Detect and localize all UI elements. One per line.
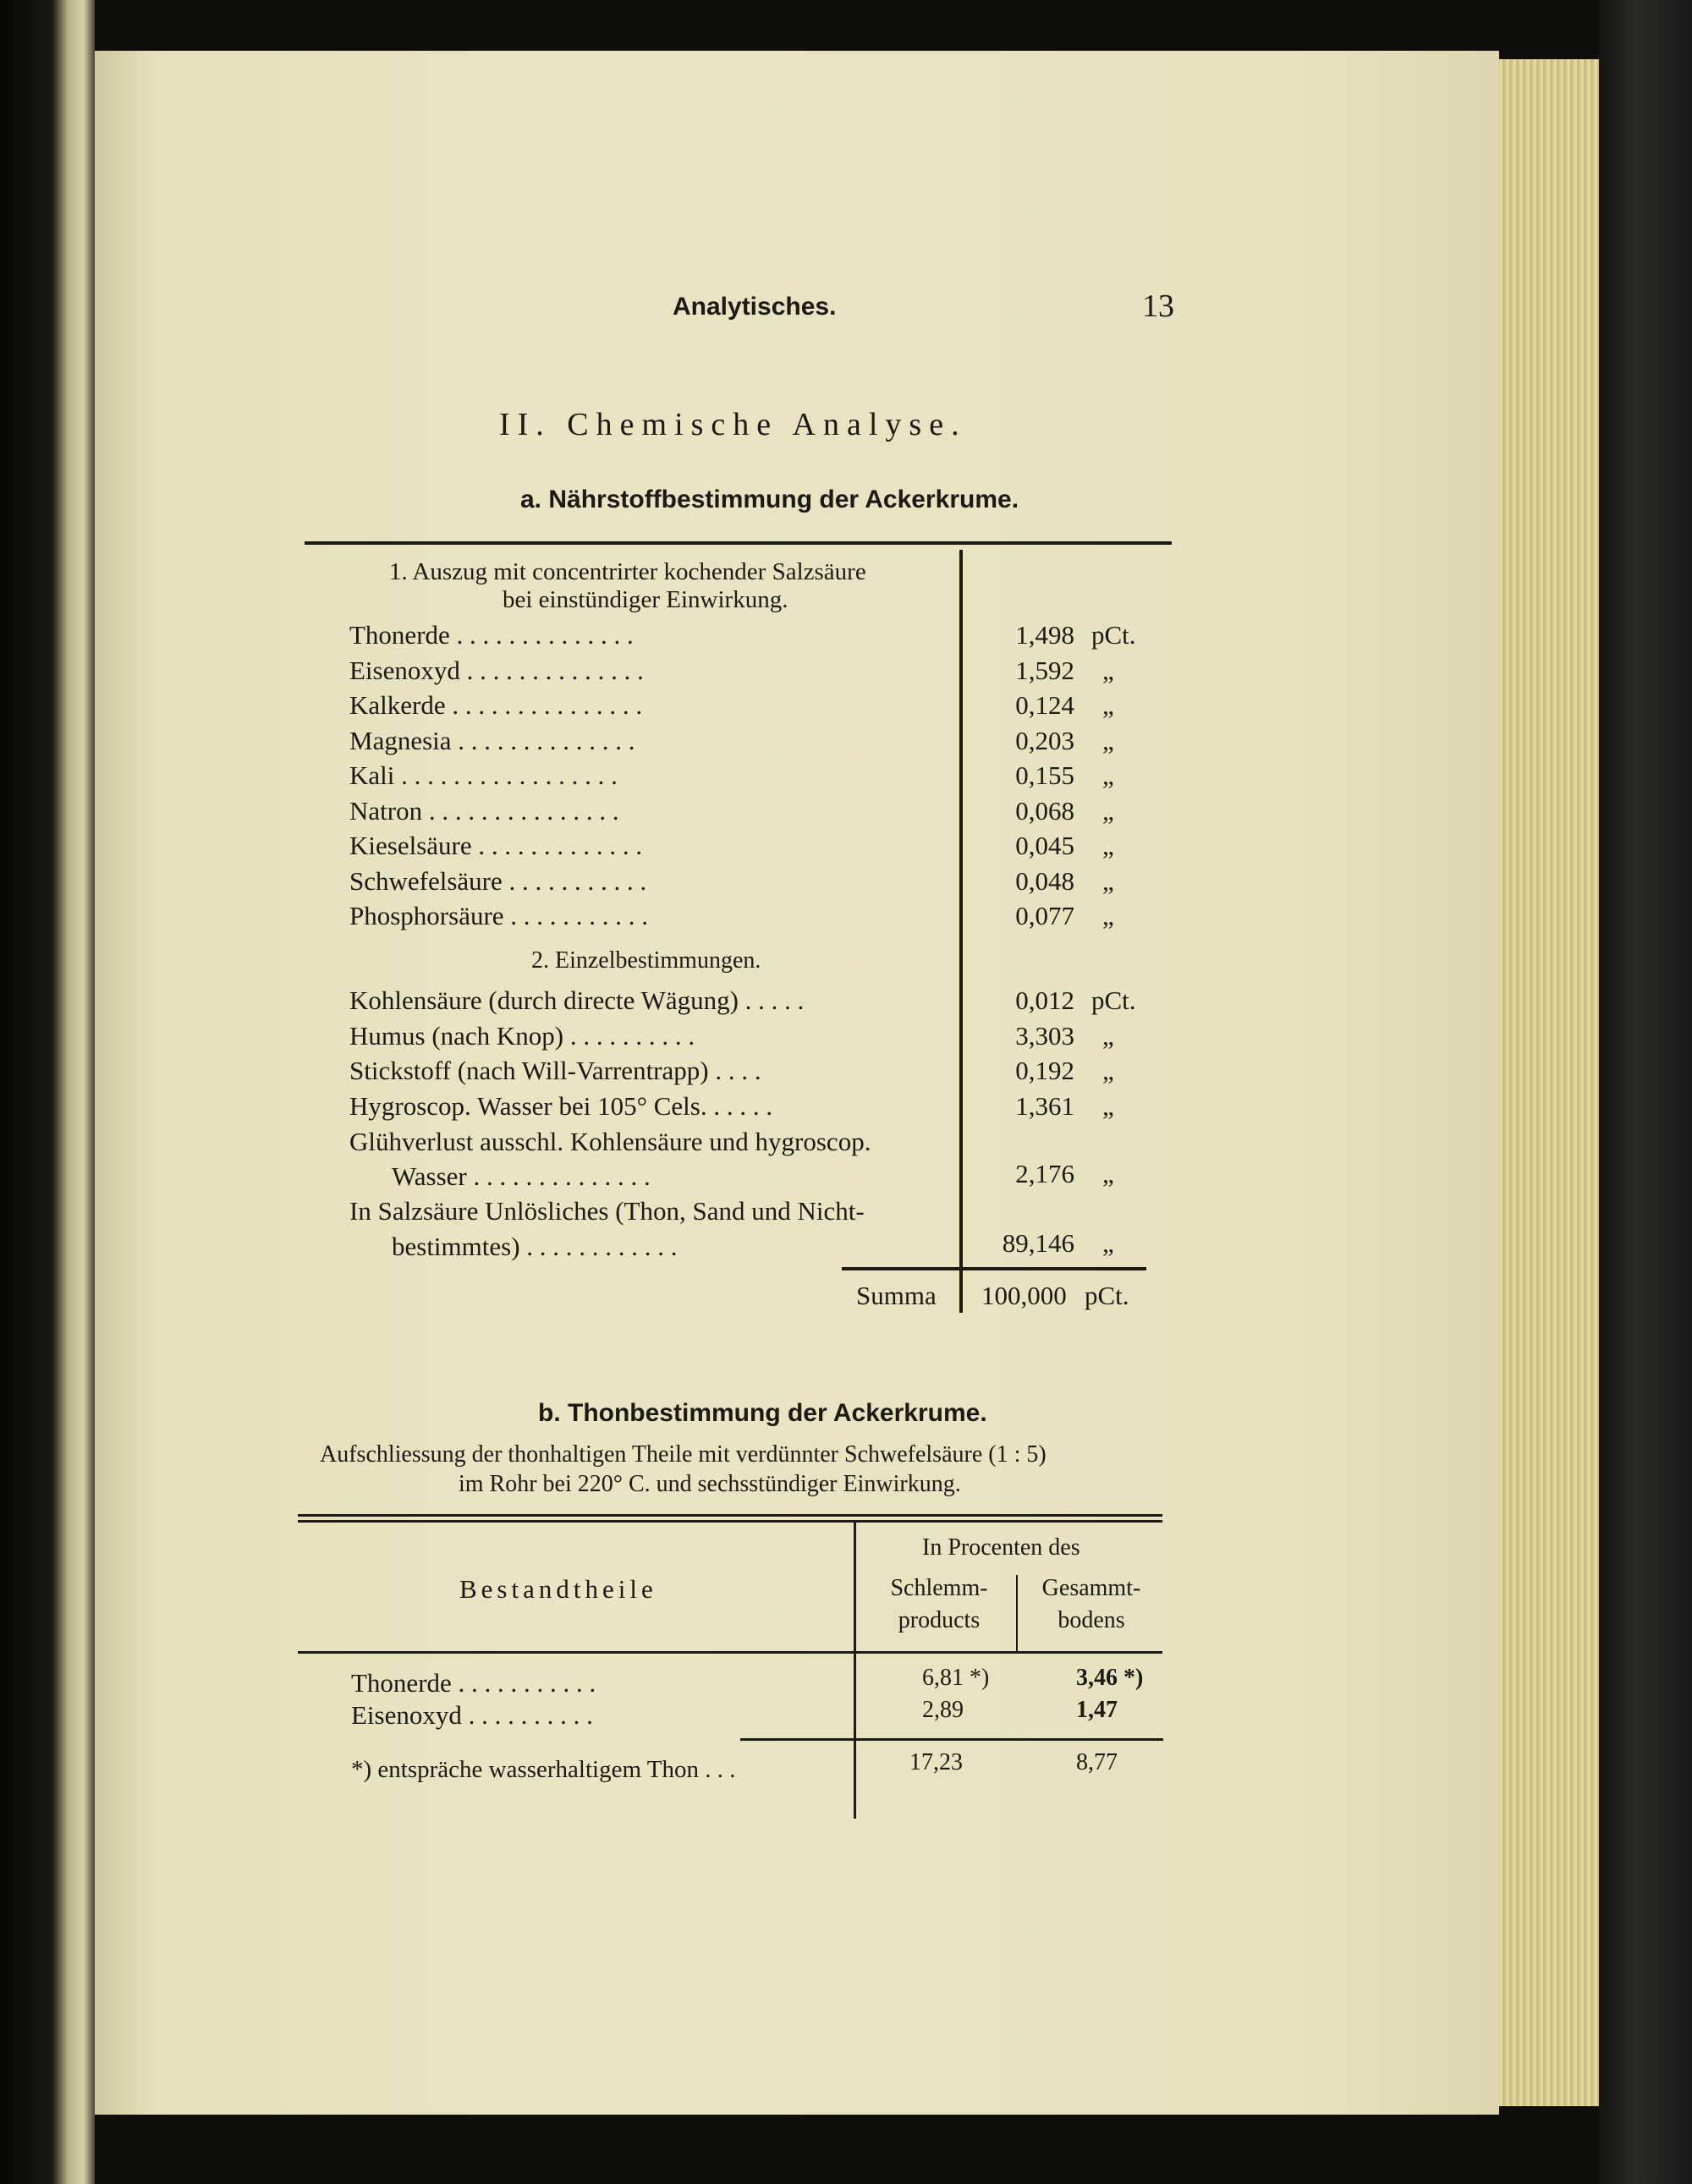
unloeslich-value: 89,146 — [1002, 1228, 1074, 1258]
unloeslich-line1: In Salzsäure Unlösliches (Thon, Sand und Nicht- — [349, 1196, 865, 1226]
table-row-label: Humus (nach Knop) . . . . . . . . . . — [349, 1021, 695, 1051]
part-b-subtitle-line1: Aufschliessung der thonhaltigen Theile mit verdünnter Schwefelsäure (1 : 5) — [320, 1441, 1047, 1468]
group1-heading-line1: 1. Auszug mit concentrirter kochender Salzsäure — [389, 558, 866, 585]
footnote-col2: 8,77 — [1076, 1749, 1118, 1775]
table-row-unit: „ — [1102, 726, 1114, 755]
table-row-value: 0,155 — [1015, 760, 1074, 790]
sum-unit: pCt. — [1085, 1281, 1129, 1310]
table-row-col2: 3,46 *) — [1076, 1665, 1144, 1691]
table-row-value: 1,498 — [1015, 620, 1074, 650]
sum-label: Summa — [856, 1281, 937, 1310]
group1-heading-line2: bei einstündiger Einwirkung. — [503, 586, 788, 613]
table-row-label: Kohlensäure (durch directe Wägung) . . . . . — [349, 985, 805, 1015]
table-row-unit: „ — [1102, 901, 1114, 930]
part-b-subtitle-line2: im Rohr bei 220° C. und sechsstündiger Einwirkung. — [459, 1471, 961, 1497]
page-edge-stack — [1499, 59, 1599, 2106]
part-b-top-rule-double — [298, 1520, 1162, 1523]
table-row-label: Thonerde . . . . . . . . . . . — [351, 1668, 596, 1698]
table-row-unit: „ — [1102, 1021, 1114, 1051]
table-row-unit: „ — [1102, 866, 1114, 896]
gluehverlust-unit: „ — [1102, 1159, 1114, 1188]
sum-rule — [842, 1267, 1146, 1270]
table-row-value: 1,361 — [1015, 1091, 1074, 1121]
table-row-col2: 1,47 — [1076, 1697, 1118, 1723]
section-title: II. Chemische Analyse. — [499, 407, 967, 442]
part-b-subtotal-rule — [740, 1738, 1163, 1741]
left-page-edge — [0, 0, 95, 2184]
table-row-label: Schwefelsäure . . . . . . . . . . . — [349, 866, 647, 896]
book-page — [95, 51, 1499, 2115]
table-row-label: Kali . . . . . . . . . . . . . . . . . — [349, 760, 618, 790]
table-row-value: 0,077 — [1015, 901, 1074, 930]
table-row-unit: pCt. — [1091, 985, 1136, 1015]
table-row-value: 0,045 — [1015, 831, 1074, 860]
col-group-header: In Procenten des — [922, 1534, 1080, 1561]
col2-header-line2: bodens — [1058, 1607, 1125, 1633]
table-row-value: 1,592 — [1015, 656, 1074, 685]
sum-value: 100,000 — [981, 1281, 1067, 1310]
table-row-unit: „ — [1102, 760, 1114, 790]
part-a-top-rule — [305, 541, 1172, 545]
col1-header-line2: products — [898, 1607, 981, 1633]
running-head-title: Analytisches. — [673, 293, 837, 321]
table-row-label: Phosphorsäure . . . . . . . . . . . — [349, 901, 649, 930]
table-row-col1: 2,89 — [922, 1697, 964, 1723]
col2-header-line1: Gesammt- — [1041, 1575, 1141, 1601]
table-row-value: 0,012 — [1015, 985, 1074, 1015]
table-row-value: 0,048 — [1015, 866, 1074, 896]
book-spine — [1599, 0, 1692, 2184]
part-b-header-bottom-rule — [298, 1651, 1162, 1654]
row-header: Bestandtheile — [459, 1574, 657, 1604]
table-row-unit: „ — [1102, 690, 1114, 720]
footnote-label: *) entspräche wasserhaltigem Thon . . . — [351, 1756, 736, 1783]
group2-heading: 2. Einzelbestimmungen. — [531, 947, 761, 974]
gluehverlust-line2: Wasser . . . . . . . . . . . . . . — [392, 1161, 651, 1191]
table-row-label: Magnesia . . . . . . . . . . . . . . — [349, 726, 635, 755]
footnote-col1: 17,23 — [909, 1749, 963, 1775]
table-row-value: 3,303 — [1015, 1021, 1074, 1051]
part-b-header-divider — [854, 1523, 856, 1819]
table-row-unit: pCt. — [1091, 620, 1136, 650]
table-row-unit: „ — [1102, 1056, 1114, 1085]
col1-header-line1: Schlemm- — [890, 1575, 988, 1601]
gluehverlust-value: 2,176 — [1015, 1159, 1074, 1188]
table-row-value: 0,203 — [1015, 726, 1074, 755]
table-row-label: Kalkerde . . . . . . . . . . . . . . . — [349, 690, 643, 720]
table-row-col1: 6,81 *) — [922, 1665, 990, 1691]
table-row-value: 0,192 — [1015, 1056, 1074, 1085]
part-b-title: b. Thonbestimmung der Ackerkrume. — [538, 1399, 987, 1427]
table-row-value: 0,124 — [1015, 690, 1074, 720]
table-row-unit: „ — [1102, 1091, 1114, 1121]
table-row-unit: „ — [1102, 656, 1114, 685]
table-row-label: Thonerde . . . . . . . . . . . . . . — [349, 620, 634, 650]
unloeslich-unit: „ — [1102, 1228, 1114, 1258]
part-b-top-rule — [298, 1514, 1162, 1517]
table-row-unit: „ — [1102, 831, 1114, 860]
table-row-label: Natron . . . . . . . . . . . . . . . — [349, 796, 619, 826]
part-a-title: a. Nährstoffbestimmung der Ackerkrume. — [520, 486, 1019, 513]
table-row-label: Eisenoxyd . . . . . . . . . . . . . . — [349, 656, 644, 685]
part-b-subcolumn-divider — [1016, 1575, 1018, 1651]
table-row-value: 0,068 — [1015, 796, 1074, 826]
page-number: 13 — [1142, 288, 1174, 324]
table-row-label: Eisenoxyd . . . . . . . . . . — [351, 1700, 593, 1730]
unloeslich-line2: bestimmtes) . . . . . . . . . . . . — [392, 1232, 678, 1261]
table-row-label: Hygroscop. Wasser bei 105° Cels. . . . . . — [349, 1091, 773, 1121]
table-row-label: Kieselsäure . . . . . . . . . . . . . — [349, 831, 643, 860]
gluehverlust-line1: Glühverlust ausschl. Kohlensäure und hygroscop. — [349, 1127, 871, 1156]
table-row-label: Stickstoff (nach Will-Varrentrapp) . . . . — [349, 1056, 761, 1085]
table-row-unit: „ — [1102, 796, 1114, 826]
